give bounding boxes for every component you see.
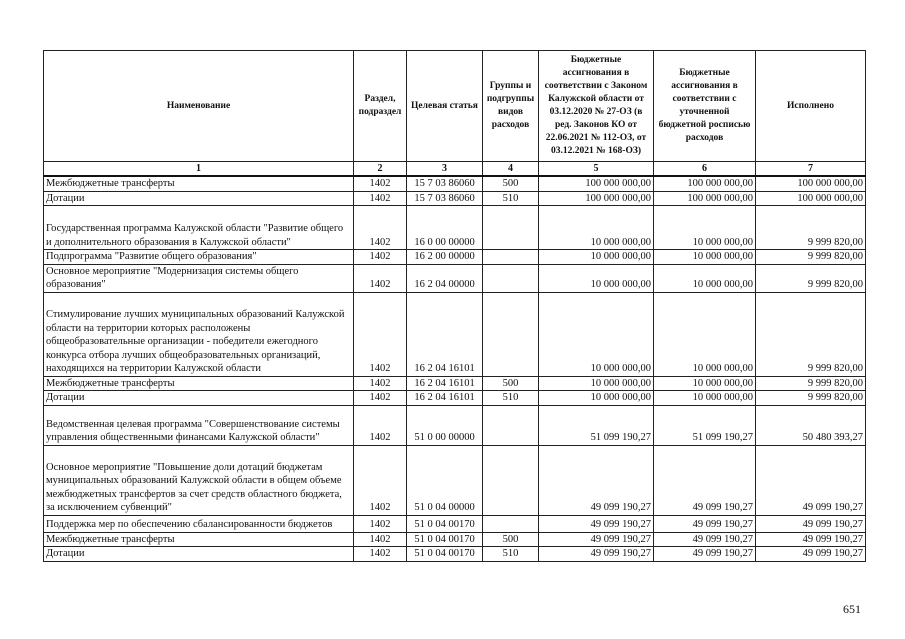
row-budget-law: 10 000 000,00 bbox=[539, 264, 654, 292]
row-executed: 9 999 820,00 bbox=[756, 250, 866, 265]
row-executed: 100 000 000,00 bbox=[756, 191, 866, 206]
row-budget-refined: 49 099 190,27 bbox=[654, 515, 756, 532]
row-section: 1402 bbox=[354, 391, 407, 406]
row-target: 15 7 03 86060 bbox=[407, 191, 483, 206]
row-budget-law: 100 000 000,00 bbox=[539, 191, 654, 206]
header-section: Раздел, подраздел bbox=[354, 51, 407, 162]
row-budget-law: 51 099 190,27 bbox=[539, 405, 654, 445]
row-budget-refined: 49 099 190,27 bbox=[654, 547, 756, 562]
col-number: 7 bbox=[756, 162, 866, 177]
row-section: 1402 bbox=[354, 191, 407, 206]
row-section: 1402 bbox=[354, 405, 407, 445]
row-target: 16 2 04 00000 bbox=[407, 264, 483, 292]
row-name: Ведомственная целевая программа "Совершенствование системы управления общественными финансами Калужской области" bbox=[44, 405, 354, 445]
row-budget-refined: 10 000 000,00 bbox=[654, 376, 756, 391]
row-group: 510 bbox=[483, 191, 539, 206]
row-executed: 9 999 820,00 bbox=[756, 206, 866, 250]
row-target: 51 0 04 00170 bbox=[407, 532, 483, 547]
row-section: 1402 bbox=[354, 264, 407, 292]
row-budget-refined: 100 000 000,00 bbox=[654, 191, 756, 206]
row-budget-law: 10 000 000,00 bbox=[539, 206, 654, 250]
table-row bbox=[44, 547, 866, 562]
row-executed: 9 999 820,00 bbox=[756, 292, 866, 376]
header-row bbox=[44, 51, 866, 162]
row-group bbox=[483, 445, 539, 515]
row-group bbox=[483, 206, 539, 250]
row-group bbox=[483, 515, 539, 532]
row-budget-law: 10 000 000,00 bbox=[539, 292, 654, 376]
row-budget-refined: 10 000 000,00 bbox=[654, 292, 756, 376]
row-group: 500 bbox=[483, 376, 539, 391]
row-name: Основное мероприятие "Повышение доли дотаций бюджетам муниципальных образований Калужской области в общем объеме межбюджетных трансфертов за счет средств областного бюджета, за исключением субвенций" bbox=[44, 445, 354, 515]
col-number: 2 bbox=[354, 162, 407, 177]
row-name: Стимулирование лучших муниципальных образований Калужской области на территории которых расположены общеобразовательные организации - победители ежегодного конкурса отбора лучших общеобразовательных организаций, находящихся на территории Калужской области bbox=[44, 292, 354, 376]
table-row bbox=[44, 264, 866, 292]
row-executed: 100 000 000,00 bbox=[756, 176, 866, 191]
row-budget-refined: 10 000 000,00 bbox=[654, 264, 756, 292]
row-executed: 9 999 820,00 bbox=[756, 264, 866, 292]
header-target: Целевая статья bbox=[407, 51, 483, 162]
table-row bbox=[44, 191, 866, 206]
row-name: Межбюджетные трансферты bbox=[44, 176, 354, 191]
row-section: 1402 bbox=[354, 445, 407, 515]
row-target: 51 0 00 00000 bbox=[407, 405, 483, 445]
table-row bbox=[44, 391, 866, 406]
row-name: Государственная программа Калужской области "Развитие общего и дополнительного образования в Калужской области" bbox=[44, 206, 354, 250]
col-number: 3 bbox=[407, 162, 483, 177]
row-target: 51 0 04 00170 bbox=[407, 547, 483, 562]
row-section: 1402 bbox=[354, 250, 407, 265]
row-section: 1402 bbox=[354, 176, 407, 191]
row-target: 51 0 04 00000 bbox=[407, 445, 483, 515]
row-section: 1402 bbox=[354, 292, 407, 376]
col-number: 4 bbox=[483, 162, 539, 177]
row-budget-refined: 100 000 000,00 bbox=[654, 176, 756, 191]
row-section: 1402 bbox=[354, 547, 407, 562]
table-row bbox=[44, 206, 866, 250]
row-group bbox=[483, 264, 539, 292]
row-section: 1402 bbox=[354, 376, 407, 391]
col-number: 6 bbox=[654, 162, 756, 177]
row-budget-refined: 51 099 190,27 bbox=[654, 405, 756, 445]
row-executed: 49 099 190,27 bbox=[756, 532, 866, 547]
row-executed: 49 099 190,27 bbox=[756, 515, 866, 532]
header-groups: Группы и подгруппы видов расходов bbox=[483, 51, 539, 162]
budget-table bbox=[43, 50, 866, 562]
row-target: 16 2 04 16101 bbox=[407, 391, 483, 406]
row-budget-refined: 10 000 000,00 bbox=[654, 250, 756, 265]
row-target: 15 7 03 86060 bbox=[407, 176, 483, 191]
row-budget-refined: 10 000 000,00 bbox=[654, 391, 756, 406]
row-budget-law: 49 099 190,27 bbox=[539, 532, 654, 547]
header-executed: Исполнено bbox=[756, 51, 866, 162]
page-number: 651 bbox=[843, 602, 861, 616]
row-group: 510 bbox=[483, 547, 539, 562]
row-budget-law: 49 099 190,27 bbox=[539, 515, 654, 532]
row-name: Поддержка мер по обеспечению сбалансированности бюджетов bbox=[44, 515, 354, 532]
row-group bbox=[483, 405, 539, 445]
row-name: Межбюджетные трансферты bbox=[44, 532, 354, 547]
row-name: Дотации bbox=[44, 191, 354, 206]
row-name: Дотации bbox=[44, 391, 354, 406]
row-target: 16 2 04 16101 bbox=[407, 292, 483, 376]
row-section: 1402 bbox=[354, 515, 407, 532]
row-name: Межбюджетные трансферты bbox=[44, 376, 354, 391]
table-row bbox=[44, 292, 866, 376]
row-budget-law: 49 099 190,27 bbox=[539, 547, 654, 562]
row-budget-law: 10 000 000,00 bbox=[539, 250, 654, 265]
row-budget-law: 10 000 000,00 bbox=[539, 376, 654, 391]
row-group bbox=[483, 292, 539, 376]
row-budget-law: 100 000 000,00 bbox=[539, 176, 654, 191]
table-row bbox=[44, 250, 866, 265]
row-name: Дотации bbox=[44, 547, 354, 562]
table-row bbox=[44, 532, 866, 547]
row-budget-law: 10 000 000,00 bbox=[539, 391, 654, 406]
header-budget-refined: Бюджетные ассигнования в соответствии с уточненной бюджетной росписью расходов bbox=[654, 51, 756, 162]
row-section: 1402 bbox=[354, 206, 407, 250]
row-executed: 9 999 820,00 bbox=[756, 391, 866, 406]
row-executed: 9 999 820,00 bbox=[756, 376, 866, 391]
header-name: Наименование bbox=[44, 51, 354, 162]
row-name: Подпрограмма "Развитие общего образования" bbox=[44, 250, 354, 265]
row-budget-refined: 49 099 190,27 bbox=[654, 532, 756, 547]
column-number-row bbox=[44, 162, 866, 177]
table-row bbox=[44, 405, 866, 445]
col-number: 1 bbox=[44, 162, 354, 177]
row-executed: 49 099 190,27 bbox=[756, 445, 866, 515]
row-group: 510 bbox=[483, 391, 539, 406]
row-budget-law: 49 099 190,27 bbox=[539, 445, 654, 515]
row-group bbox=[483, 250, 539, 265]
table-row bbox=[44, 176, 866, 191]
row-executed: 49 099 190,27 bbox=[756, 547, 866, 562]
row-group: 500 bbox=[483, 176, 539, 191]
row-name: Основное мероприятие "Модернизация системы общего образования" bbox=[44, 264, 354, 292]
row-group: 500 bbox=[483, 532, 539, 547]
row-target: 16 2 00 00000 bbox=[407, 250, 483, 265]
row-target: 16 2 04 16101 bbox=[407, 376, 483, 391]
row-budget-refined: 49 099 190,27 bbox=[654, 445, 756, 515]
row-target: 16 0 00 00000 bbox=[407, 206, 483, 250]
table-row bbox=[44, 445, 866, 515]
row-section: 1402 bbox=[354, 532, 407, 547]
col-number: 5 bbox=[539, 162, 654, 177]
table-row bbox=[44, 515, 866, 532]
header-budget-law: Бюджетные ассигнования в соответствии с Законом Калужской области от 03.12.2020 № 27-ОЗ (в ред. Законов КО от 22.06.2021 № 112-ОЗ, от 03.12.2021 № 168-ОЗ) bbox=[539, 51, 654, 162]
table-row bbox=[44, 376, 866, 391]
row-budget-refined: 10 000 000,00 bbox=[654, 206, 756, 250]
row-executed: 50 480 393,27 bbox=[756, 405, 866, 445]
row-target: 51 0 04 00170 bbox=[407, 515, 483, 532]
